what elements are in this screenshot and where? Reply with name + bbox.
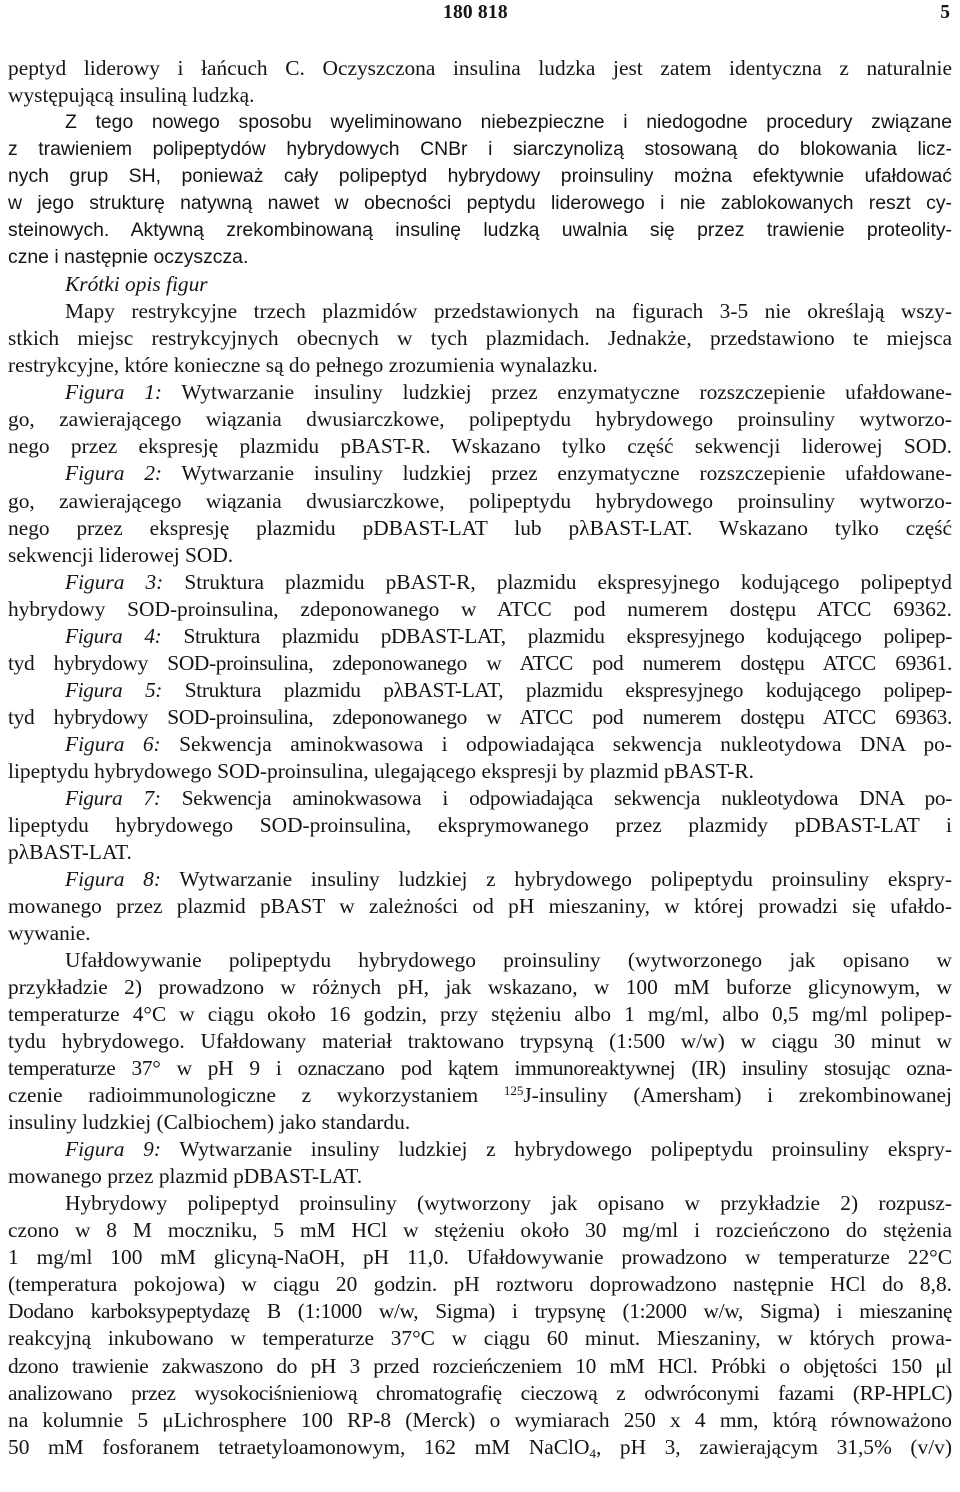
text-line: na kolumnie 5 μLichrosphere 100 RP-8 (Merck) o wymiarach 250 x 4 mm, którą równoważono [8, 1407, 952, 1432]
text-line: czono w 8 M moczniku, 5 mM HCl w stężeniu około 30 mg/ml i rozcieńczono do stężenia [8, 1218, 952, 1243]
text-line: z trawieniem polipeptydów hybrydowych CNBr i siarczynolizą stosowaną do blokowania licz- [8, 138, 952, 161]
text-line: insuliny ludzkiej (Calbiochem) jako standardu. [8, 1110, 411, 1135]
page-header [0, 0, 960, 40]
section-heading: Krótki opis figur [65, 272, 208, 297]
text-line: pλBAST-LAT. [8, 839, 132, 864]
text-line: tyd hybrydowy SOD-proinsulina, zdeponowanego w ATCC pod numerem dostępu ATCC 69363. [8, 704, 952, 729]
text-line: nego przez ekspresję plazmidu pBAST-R. Wskazano tylko część sekwencji liderowej SOD. [8, 434, 952, 459]
subscript-4: 4 [589, 1445, 596, 1461]
text-line: go, zawierającego wiązania dwusiarczkowe, polipeptydu hybrydowego proinsuliny wytworzo- [8, 407, 952, 432]
text-line: Mapy restrykcyjne trzech plazmidów przedstawionych na figurach 3-5 nie określają wszy- [65, 299, 952, 324]
figure-caption-2: Figura 2: Wytwarzanie insuliny ludzkiej przez enzymatyczne rozszczepienie ufałdowane- [65, 461, 952, 486]
text-line: tyd hybrydowy SOD-proinsulina, zdeponowanego w ATCC pod numerem dostępu ATCC 69361. [8, 650, 952, 675]
text-line: analizowano przez wysokociśnieniową chromatografię cieczową z odwróconymi fazami (RP-HPLC) [8, 1380, 952, 1405]
text-line: tydu hybrydowego. Ufałdowany materiał traktowano trypsyną (1:500 w/w) w ciągu 30 minut w [8, 1029, 952, 1054]
figure-label: Figura 9: [65, 1137, 161, 1162]
patent-number: 180 818 [443, 2, 508, 23]
text-line: mowanego przez plazmid pDBAST-LAT. [8, 1164, 363, 1189]
text-line: lipeptydu hybrydowego SOD-proinsulina, ulegającego ekspresji by plazmid pBAST-R. [8, 758, 754, 783]
figure-caption-3: Figura 3: Struktura plazmidu pBAST-R, plazmidu ekspresyjnego kodującego polipeptyd [65, 569, 952, 594]
page-index: 5 [940, 2, 950, 23]
figure-caption-5: Figura 5: Struktura plazmidu pλBAST-LAT, plazmidu ekspresyjnego kodującego polipep- [65, 677, 952, 702]
text-line: go, zawierającego wiązania dwusiarczkowe, polipeptydu hybrydowego proinsuliny wytworzo- [8, 488, 952, 513]
text-line: czne i następnie oczyszcza. [8, 246, 249, 269]
text-line: Hybrydowy polipeptyd proinsuliny (wytworzony jak opisano w przykładzie 2) rozpusz- [65, 1191, 952, 1216]
text-line: hybrydowy SOD-proinsulina, zdeponowanego w ATCC pod numerem dostępu ATCC 69362. [8, 596, 952, 621]
text-line: dzono trawienie zakwaszono do pH 3 przed rozcieńczeniem 10 mM HCl. Próbki o objętości 150 μl [8, 1353, 952, 1378]
text-line: stkich miejsc restrykcyjnych obecnych w tych plazmidach. Jednakże, przedstawiono te miejsca [8, 326, 952, 351]
figure-label: Figura 6: [65, 731, 161, 756]
text-line: mowanego przez plazmid pBAST w zależności od pH mieszaniny, w której prowadzi się ufałdo- [8, 893, 952, 918]
figure-label: Figura 4: [65, 623, 162, 648]
text-line: 50 mM fosforanem tetraetyloamonowym, 162 mM NaClO$_4$, pH 3, zawierającym 31,5% (v/v) [8, 1434, 952, 1461]
figure-caption-8: Figura 8: Wytwarzanie insuliny ludzkiej z hybrydowego polipeptydu proinsuliny ekspry- [65, 866, 952, 891]
figure-label: Figura 5: [65, 677, 163, 702]
superscript-125: 125 [503, 1083, 524, 1099]
text-line: 1 mg/ml 100 mM glicyną-NaOH, pH 11,0. Ufałdowywanie prowadzono w temperaturze 22°C [8, 1245, 952, 1270]
figure-label: Figura 8: [65, 866, 161, 891]
text-line: przykładzie 2) prowadzono w różnych pH, jak wskazano, w 100 mM buforze glicynowym, w [8, 975, 952, 1000]
figure-caption-7: Figura 7: Sekwencja aminokwasowa i odpowiadająca sekwencja nukleotydowa DNA po- [65, 785, 952, 810]
text-line: sekwencji liderowej SOD. [8, 542, 234, 567]
text-line: peptyd liderowy i łańcuch C. Oczyszczona insulina ludzka jest zatem identyczna z naturalnie [8, 56, 952, 80]
document-body [8, 55, 952, 1461]
text-line: temperaturze 37° w pH 9 i oznaczano pod kątem immunoreaktywnej (IR) insuliny stosując ozna- [8, 1056, 952, 1081]
text-line: nych grup SH, ponieważ cały polipeptyd hybrydowy proinsuliny można efektywnie ufałdować [8, 165, 952, 188]
text-line: Z tego nowego sposobu wyeliminowano niebezpieczne i niedogodne procedury związane [65, 111, 952, 134]
text-line: (temperatura pokojowa) w ciągu 20 godzin. pH roztworu doprowadzono następnie HCl do 8,8. [8, 1272, 952, 1297]
figure-caption-4: Figura 4: Struktura plazmidu pDBAST-LAT, plazmidu ekspresyjnego kodującego polipep- [65, 623, 952, 648]
figure-caption-6: Figura 6: Sekwencja aminokwasowa i odpowiadająca sekwencja nukleotydowa DNA po- [65, 731, 952, 756]
text-line: w jego strukturę natywną nawet w obecności peptydu liderowego i nie zablokowanych reszt cy- [8, 192, 952, 215]
text-line: Dodano karboksypeptydazę B (1:1000 w/w, Sigma) i trypsynę (1:2000 w/w, Sigma) i mieszaninę [8, 1299, 952, 1324]
figure-label: Figura 7: [65, 785, 161, 810]
figure-label: Figura 2: [65, 461, 163, 486]
text-line: restrykcyjne, które konieczne są do pełnego zrozumienia wynalazku. [8, 353, 598, 378]
text-line: czenie radioimmunologiczne z wykorzystaniem $^{125}$J-insuliny (Amersham) i zrekombinowanej [8, 1083, 952, 1108]
text-line: wywanie. [8, 921, 91, 945]
text-line: steinowych. Aktywną zrekombinowaną insulinę ludzką uwalnia się przez trawienie proteolity- [8, 219, 952, 242]
text-line: temperaturze 4°C w ciągu około 16 godzin, przy stężeniu albo 1 mg/ml, albo 0,5 mg/ml polipep- [8, 1002, 952, 1027]
text-line: lipeptydu hybrydowego SOD-proinsulina, eksprymowanego przez plazmidy pDBAST-LAT i [8, 812, 952, 837]
text-line: Ufałdowywanie polipeptydu hybrydowego proinsuliny (wytworzonego jak opisano w [65, 948, 952, 973]
text-line: nego przez ekspresję plazmidu pDBAST-LAT lub pλBAST-LAT. Wskazano tylko część [8, 515, 952, 540]
figure-caption-9: Figura 9: Wytwarzanie insuliny ludzkiej z hybrydowego polipeptydu proinsuliny ekspry- [65, 1137, 952, 1162]
figure-label: Figura 1: [65, 380, 163, 405]
figure-caption-1: Figura 1: Wytwarzanie insuliny ludzkiej przez enzymatyczne rozszczepienie ufałdowane- [65, 380, 952, 405]
text-line: występującą insuliną ludzką. [8, 83, 255, 108]
text-line: reakcyjną inkubowano w temperaturze 37°C w ciągu 60 minut. Mieszaniny, w których prowa- [8, 1326, 952, 1351]
figure-label: Figura 3: [65, 569, 164, 594]
